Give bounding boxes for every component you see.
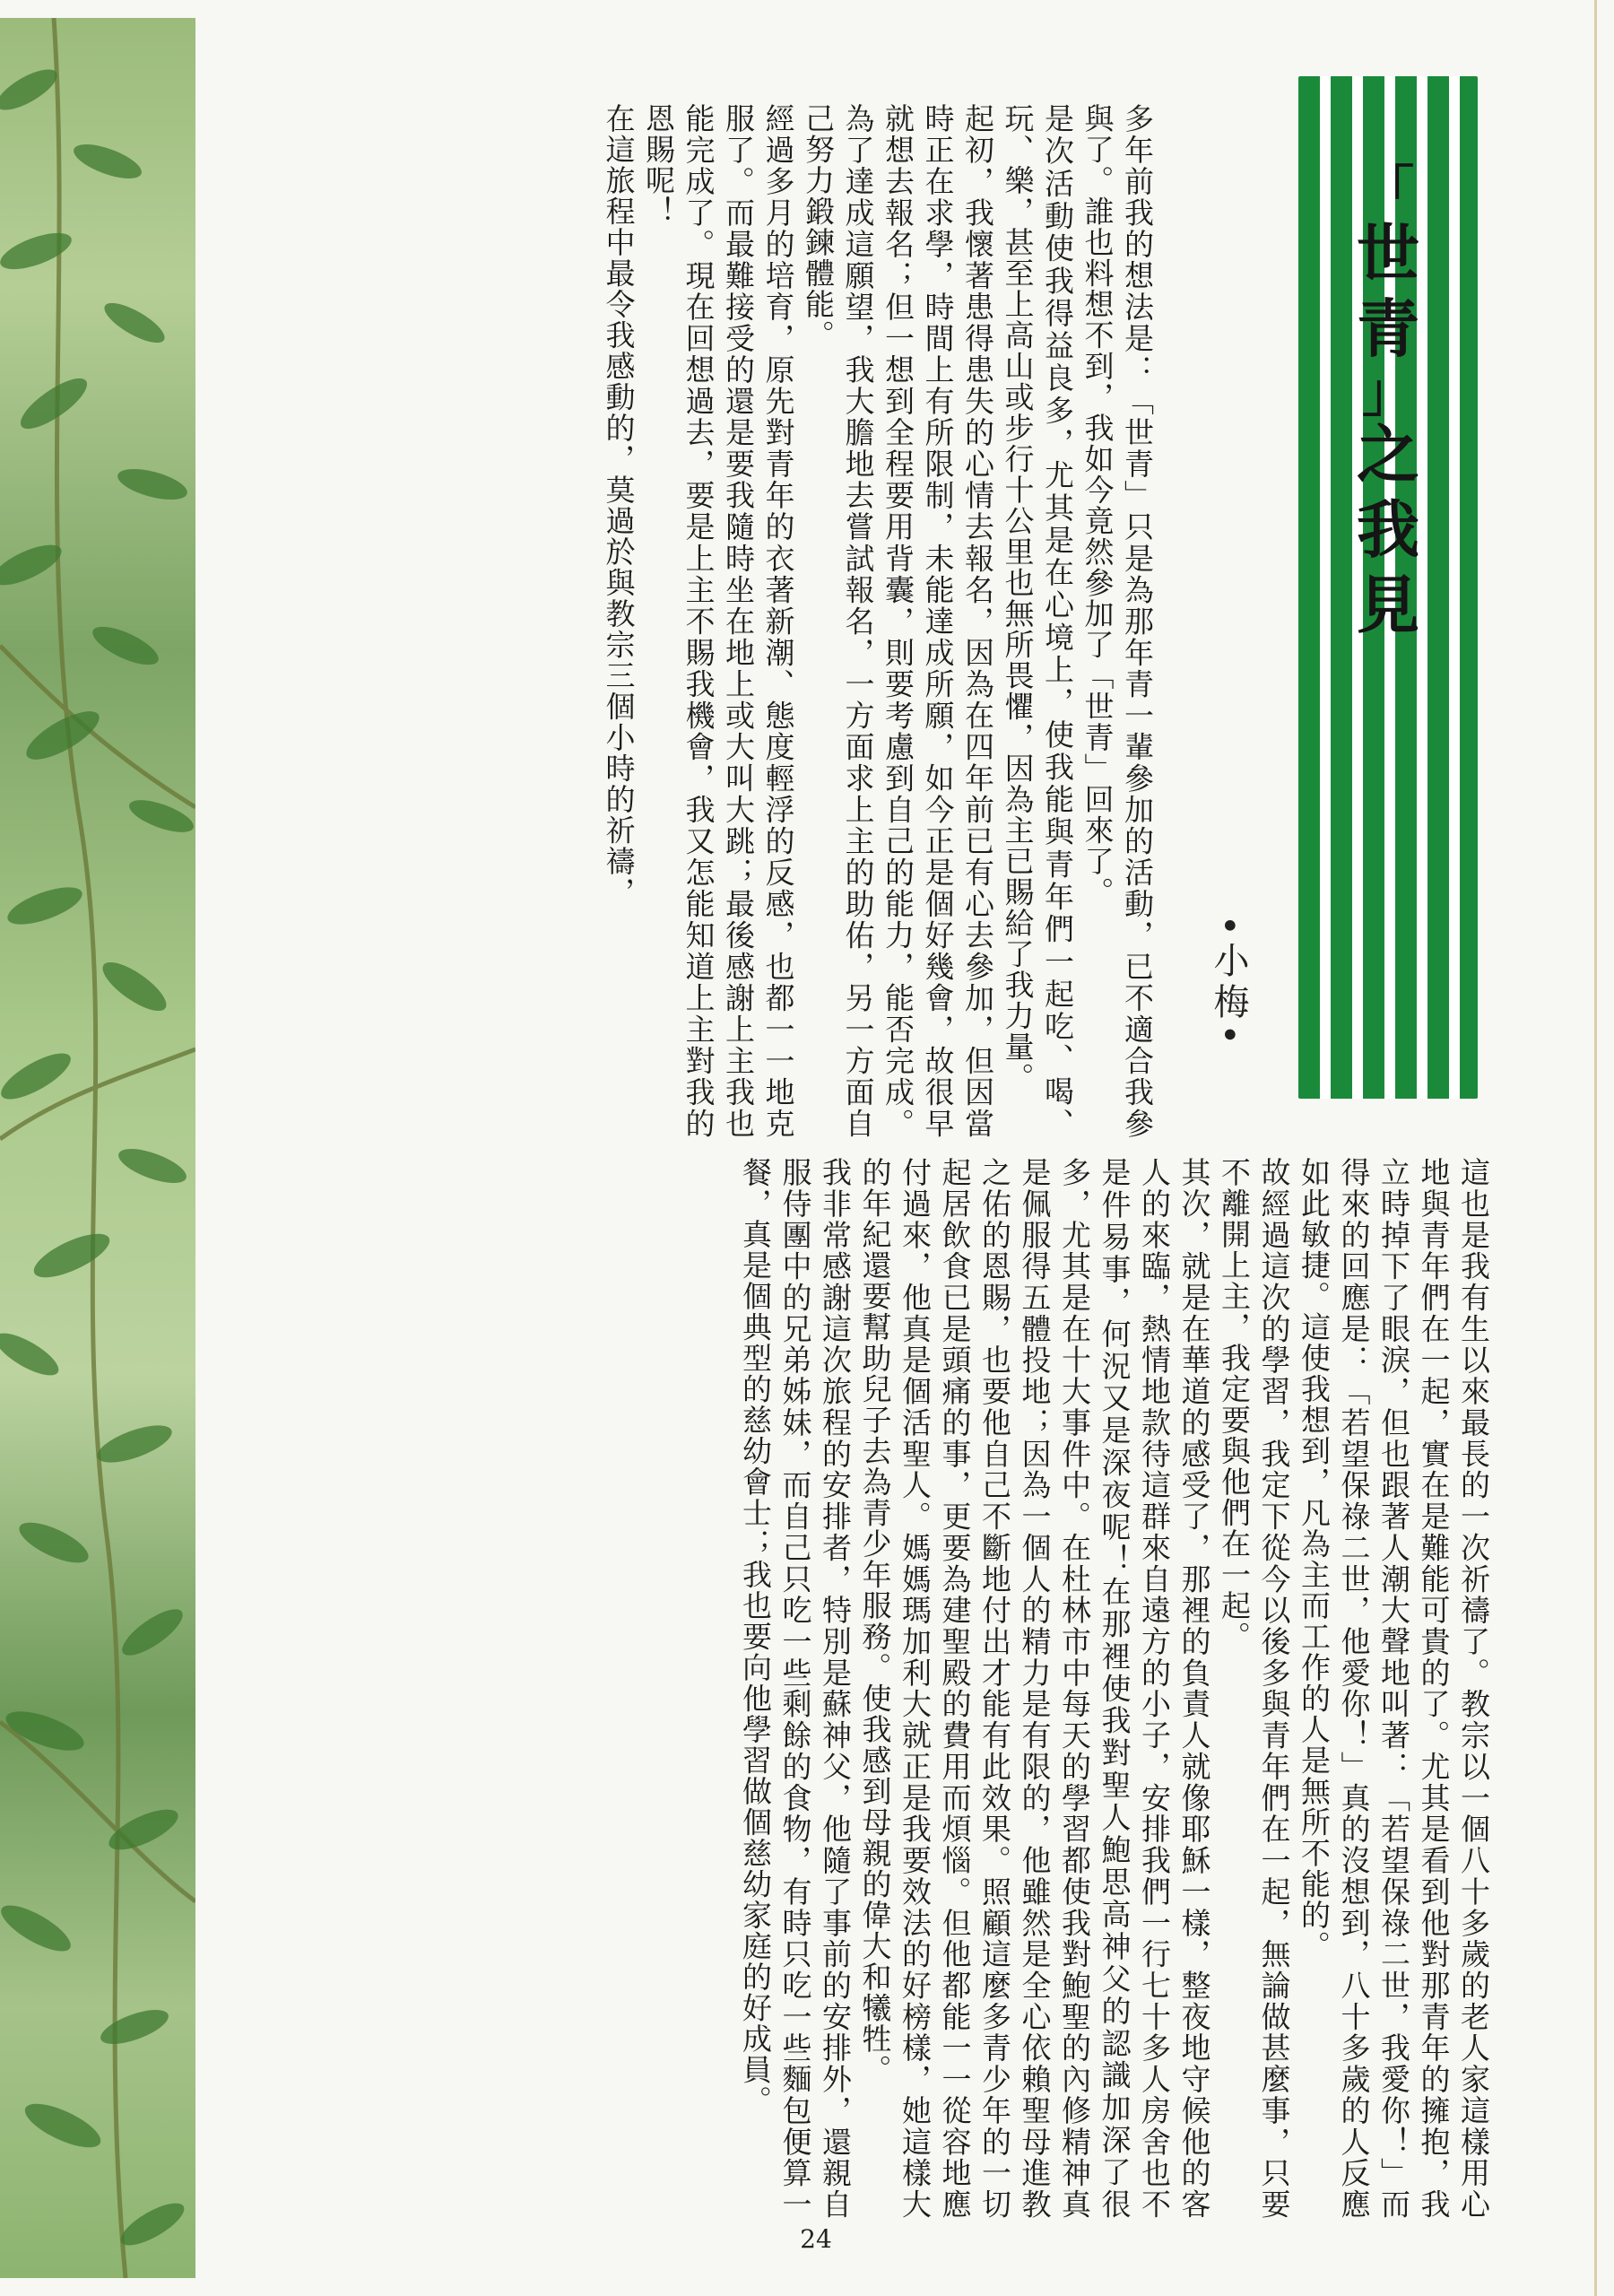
title-char-5: 見: [1357, 569, 1419, 642]
title-char-3: 之: [1357, 418, 1419, 491]
paragraph: 其次，就是在華道的感受了，那裡的負責人就像耶穌一樣，整夜地守候他的客人的來臨，熱情地款待這群來自遠方的小子，安排我們一行七十多人房舍也不是件易事，何況又是深夜呢！在那裡使我對聖人鮑思高神父的認識加深了很多，尤其是在十大事件中。在杜林市中每天的學習都使我對鮑聖的內修精神真是佩服得五體投地；因為一個人的精力是有限的，他雖然是全心依賴聖母進教之佑的恩賜，也要他自己不斷地付出才能有此效果。照顧這麼多青少年的一切起居飲食已是頭痛的事，更要為建聖殿的費用而煩惱。但他都能一一從容地應付過來，他真是個活聖人。媽媽瑪加利大就正是我要效法的好榜樣，她這樣大的年紀還要幫助兒子去為青少年服務。使我感到母親的偉大和犧牲。: [857, 1157, 1212, 2220]
page-title: [1352, 160, 1424, 643]
article-body-bottom: [305, 1157, 1493, 2220]
leaf-illustration: [0, 18, 195, 2278]
title-char-2: 青: [1357, 292, 1419, 366]
title-close-quote: 」: [1361, 362, 1414, 423]
paragraph: 故經過這次的學習，我定下從今以後多與青年們在一起，無論做甚麼事，只要不離開上主，我定要與他們在一起。: [1217, 1157, 1292, 2220]
leaf-photo-strip: [0, 18, 195, 2278]
paragraph: 這也是我有生以來最長的一次祈禱了。教宗以一個八十多歲的老人家這樣用心地與青年們在一起，實在是難能可貴的了。尤其是看到他對那青年的擁抱，我立時掉下了眼淚，但也跟著人潮大聲地叫著：「若望保祿二世，我愛你！」而得來的回應是：「若望保祿二世，他愛你！」真的沒想到，八十多歲的人反應如此敏捷。這使我想到，凡為主而工作的人是無所不能的。: [1297, 1157, 1491, 2220]
page-fold-line: [1594, 0, 1597, 2296]
paragraph: 我非常感謝這次旅程的安排者，特別是蘇神父，他隨了事前的安排外，還親自服侍團中的兄弟姊妹，而自己只吃一些剩餘的食物，有時只吃一些麵包便算一餐，真是個典型的慈幼會士；我也要向他學習做個慈幼家庭的好成員。: [738, 1157, 853, 2220]
paragraph: 是次活動使我得益良多，尤其是在心境上，使我能與青年們一起吃、喝、玩、樂，甚至上高山或步行十公里也無所畏懼，因為主已賜給了我力量。: [1000, 103, 1075, 1139]
title-open-quote: 「: [1361, 160, 1414, 221]
paragraph: 經過多月的培育，原先對青年的衣著新潮、態度輕浮的反感，也都一一地克服了。而最難接受的還是要我隨時坐在地上或大叫大跳；最後感謝上主我也能完成了。現在回想過去，要是上主不賜我機會，我又怎能知道上主對我的恩賜呢！: [641, 103, 796, 1139]
paragraph: 多年前我的想法是：「世青」只是為那年青一輩參加的活動，已不適合我參與了。誰也料想不到，我如今竟然參加了「世青」回來了。: [1080, 103, 1155, 1139]
paragraph: 起初，我懷著患得患失的心情去報名，因為在四年前已有心去參加，但因當時正在求學，時間上有所限制，未能達成所願，如今正是個好幾會，故很早就想去報名；但一想到全程要用背囊，則要考慮到自己的能力，能否完成。為了達成這願望，我大膽地去嘗試報名，一方面求上主的助佑，另一方面自己努力鍛鍊體能。: [801, 103, 995, 1139]
page-number: 24: [800, 2224, 832, 2254]
paragraph: 在這旅程中最令我感動的，莫過於與教宗三個小時的祈禱，: [601, 103, 637, 908]
author-byline: •小梅•: [1208, 915, 1249, 1051]
article-body-top: [269, 103, 1157, 1139]
title-char-1: 世: [1357, 217, 1419, 291]
title-char-4: 我: [1357, 493, 1419, 567]
